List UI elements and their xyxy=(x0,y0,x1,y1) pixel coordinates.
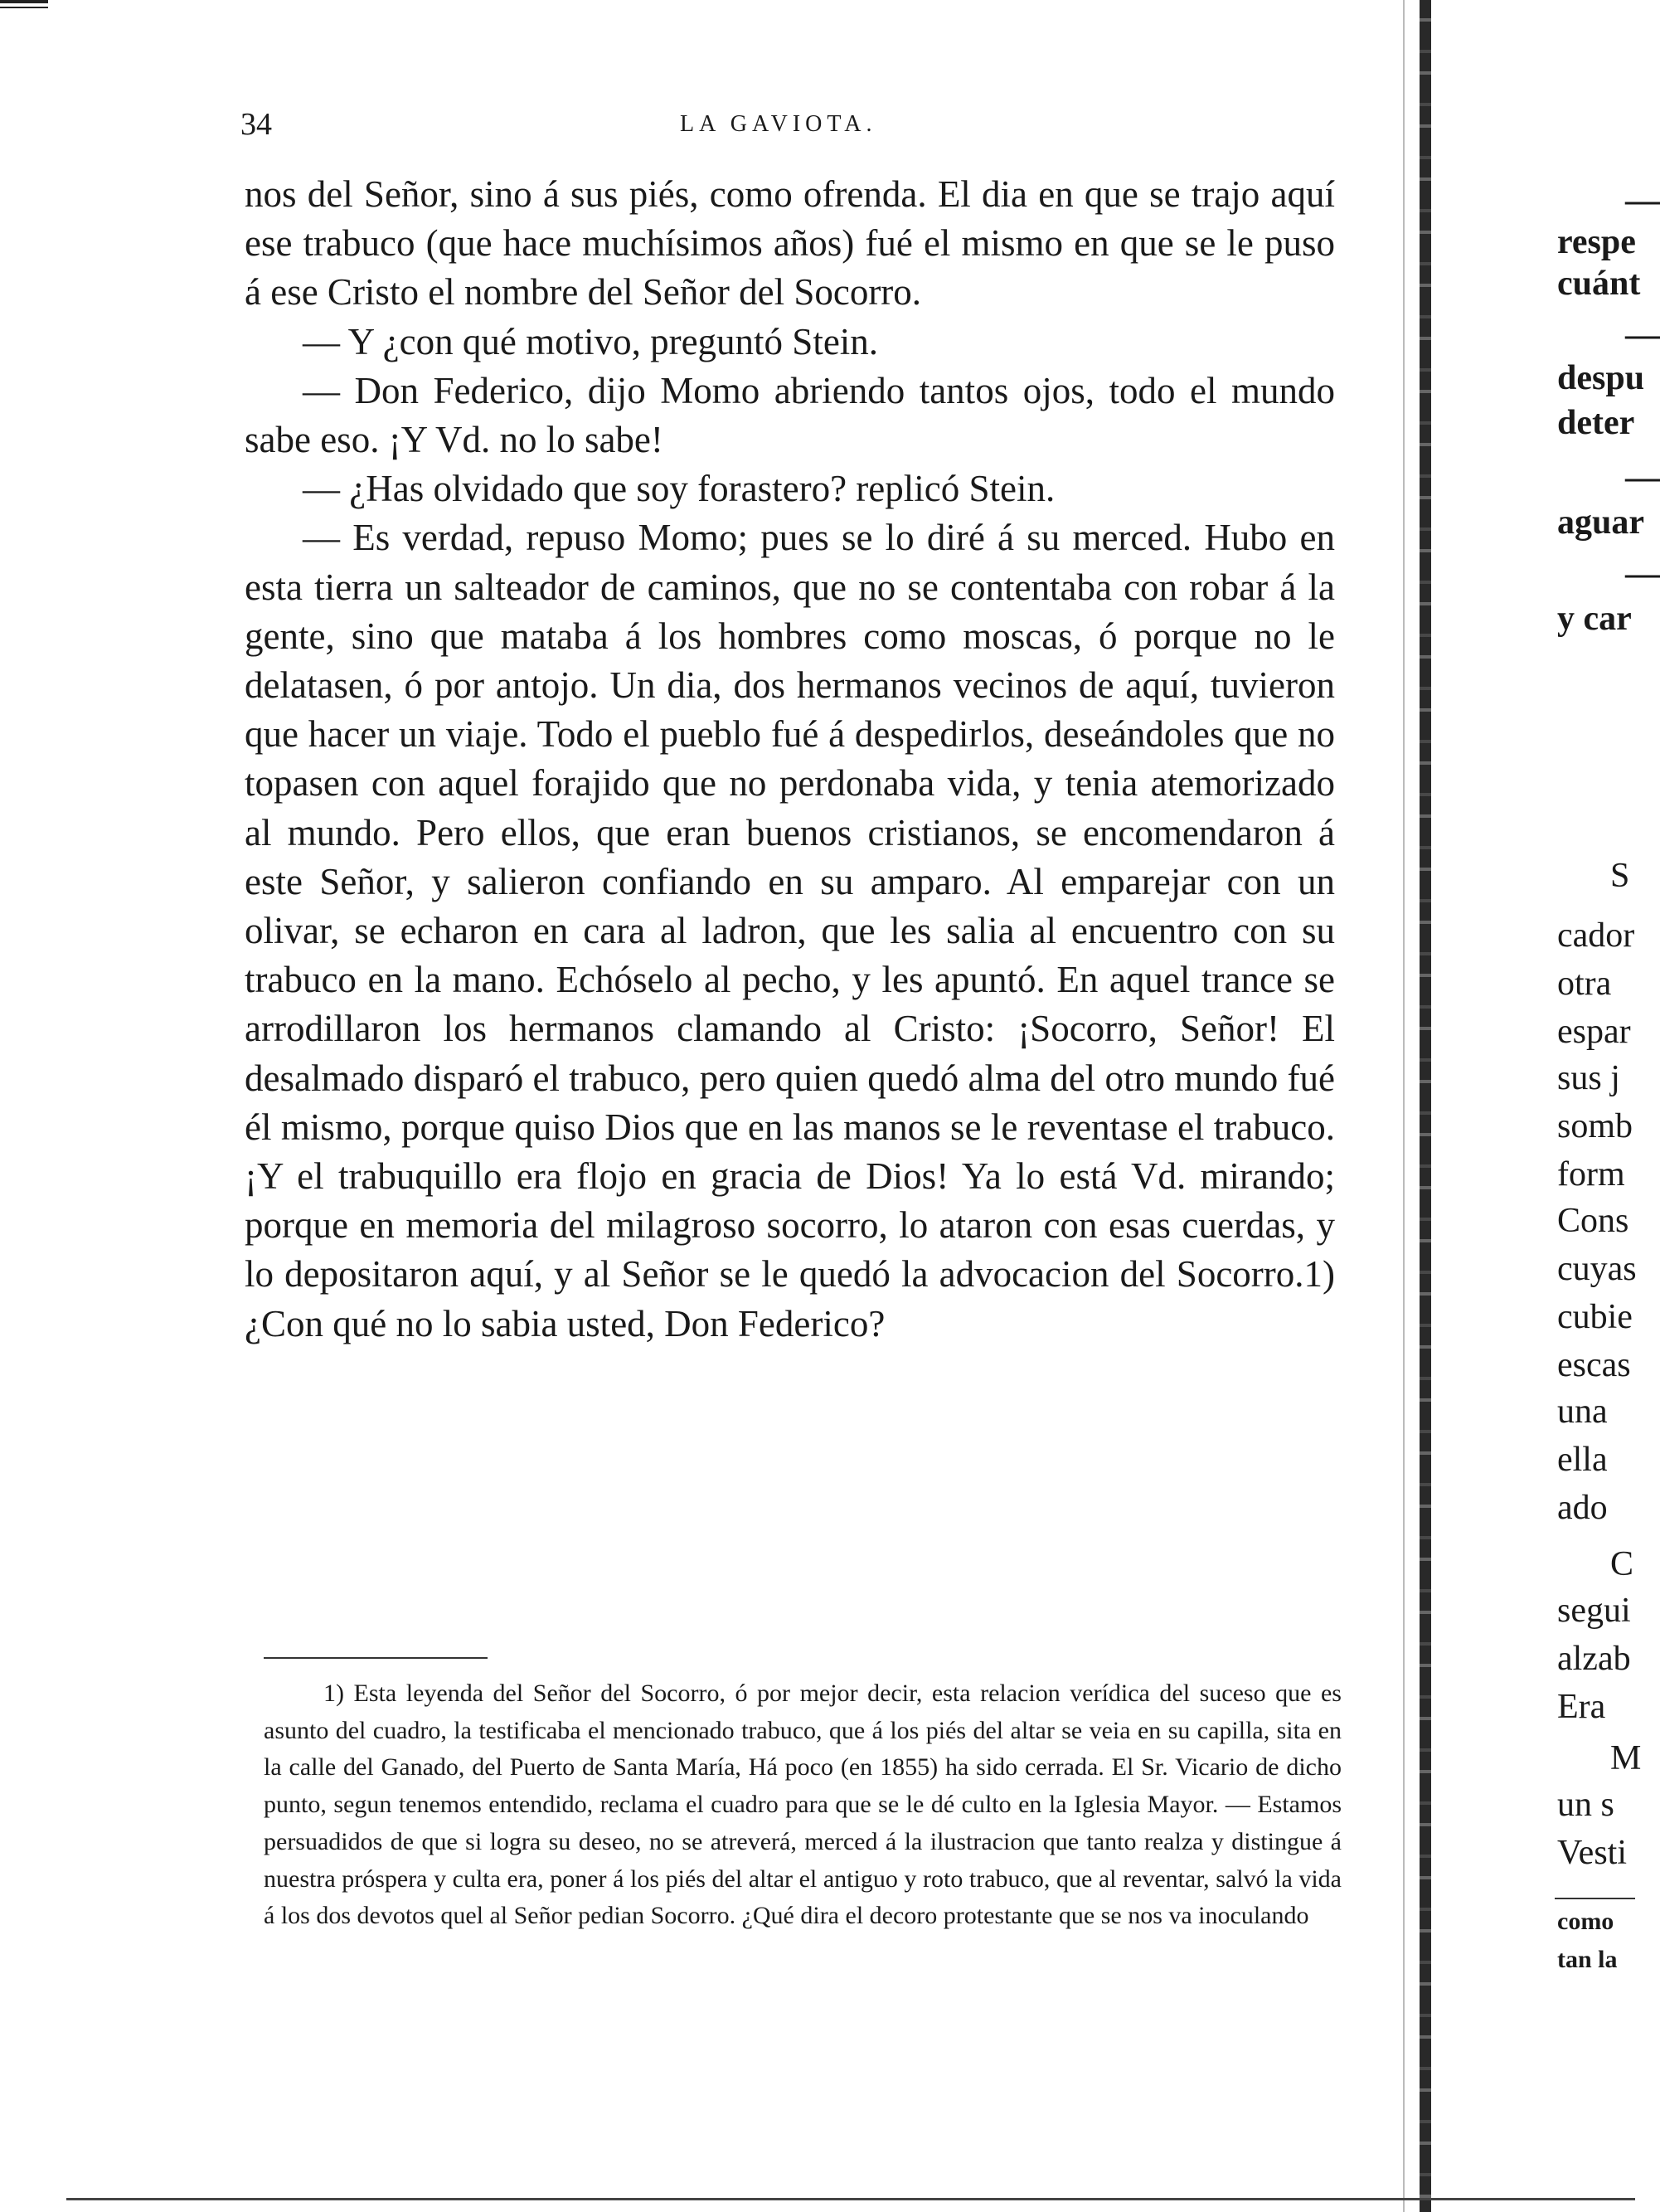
facing-page-line: tan la xyxy=(1557,1946,1618,1973)
facing-page-line: otra xyxy=(1557,965,1612,1003)
facing-page-line: somb xyxy=(1557,1107,1633,1145)
page-number: 34 xyxy=(240,107,272,142)
facing-page-line: M xyxy=(1610,1739,1642,1777)
book-gutter xyxy=(1420,0,1431,2212)
facing-page-line: deter xyxy=(1557,404,1635,442)
paragraph: — Y ¿con qué motivo, preguntó Stein. xyxy=(303,320,879,362)
facing-page-line: despu xyxy=(1557,359,1645,397)
footnote-rule xyxy=(264,1657,488,1659)
facing-page-line: form xyxy=(1557,1155,1625,1194)
paragraph: — Don Federico, dijo Momo abriendo tantos ojos, todo el mundo sabe eso. ¡Y Vd. no lo sabe! xyxy=(245,369,1335,461)
facing-page-line: — xyxy=(1625,555,1660,593)
paragraph: — ¿Has olvidado que soy forastero? replicó Stein. xyxy=(303,468,1056,510)
facing-page-line: Cons xyxy=(1557,1202,1629,1240)
facing-page-line: como xyxy=(1557,1908,1614,1935)
facing-page-line: aguar xyxy=(1557,503,1644,542)
facing-page-line: Era xyxy=(1557,1688,1606,1726)
facing-page-line: cuyas xyxy=(1557,1250,1637,1288)
facing-page-line: respe xyxy=(1557,223,1636,261)
facing-page-line: — xyxy=(1625,459,1660,497)
footnote-text: 1) Esta leyenda del Señor del Socorro, ó por mejor decir, esta relacion verídica del suceso que es asunto del cuadro, la testificaba el mencionado trabuco, que á los piés del altar se veia en su capilla, sita en la calle del Ganado, del Puerto de Santa María, Há poco (en 1855) ha sido cerrada. El Sr. Vicario de dicho punto, segun tenemos entendido, reclama el cuadro para que se le dé culto en la Iglesia Mayor. — Estamos persuadidos de que si logra su deseo, no se atreverá, merced á la ilustracion que tanto realza y distingue á nuestra próspera y culta era, poner á los piés del altar el antiguo y roto trabuco, que al reventar, salvó la vida á los dos devotos quel al Señor pedian Socorro. ¿Qué dira el decoro protestante que se nos va inoculando xyxy=(264,1680,1342,1930)
facing-page-line: ella xyxy=(1557,1441,1608,1479)
paragraph: — Es verdad, repuso Momo; pues se lo diré á su merced. Hubo en esta tierra un salteador de caminos, que no se contentaba con robar á la gente, sino que mataba á los hombres como moscas, ó porque no le delatasen, ó por antojo. Un dia, dos hermanos vecinos de aquí, tuvieron que hacer un viaje. Todo el pueblo fué á despedirlos, deseándoles que no topasen con aquel forajido que no perdonaba vida, y tenia atemorizado al mundo. Pero ellos, que eran buenos cristianos, se encomendaron á este Señor, y salieron confiando en su amparo. Al emparejar con un olivar, se echaron en cara al ladron, que les salia al encuentro con su trabuco en la mano. Echóselo al pecho, y les apuntó. En aquel trance se arrodillaron los hermanos clamando al Cristo: ¡Socorro, Señor! El desalmado disparó el trabuco, pero quien quedó alma del otro mundo fué él mismo, porque quiso Dios que en las manos se le reventase el trabuco. ¡Y el trabuquillo era flojo en gracia de Dios! Ya lo está Vd. mirando; porque en memoria del milagroso socorro, lo ataron con esas cuerdas, y lo depositaron aquí, y al Señor se le quedó la advocacion del Socorro.1) ¿Con qué no lo sabia usted, Don Federico? xyxy=(245,517,1335,1344)
facing-page-line: cuánt xyxy=(1557,265,1641,303)
facing-page-line: una xyxy=(1557,1393,1608,1431)
facing-page-line: segui xyxy=(1557,1592,1631,1630)
facing-page-line: — xyxy=(1625,316,1660,354)
facing-page-line: y car xyxy=(1557,600,1632,638)
facing-page-line: cubie xyxy=(1557,1298,1633,1336)
facing-page-line: Vesti xyxy=(1557,1834,1627,1872)
facing-page-line: un s xyxy=(1557,1786,1614,1824)
gutter-line xyxy=(1403,0,1405,2212)
facing-page-line: sus j xyxy=(1557,1059,1620,1097)
facing-page-line: — xyxy=(1625,182,1660,220)
facing-page-line: alzab xyxy=(1557,1640,1631,1678)
facing-page-line: cador xyxy=(1557,916,1635,955)
footnote xyxy=(264,1675,1342,1935)
facing-page-line: espar xyxy=(1557,1013,1631,1051)
facing-page-line: S xyxy=(1610,857,1630,895)
paragraph: nos del Señor, sino á sus piés, como ofrenda. El dia en que se trajo aquí ese trabuco (que hace muchísimos años) fué el mismo en que se le puso á ese Cristo el nombre del Señor del Socorro. xyxy=(245,173,1335,314)
page-title: LA GAVIOTA. xyxy=(680,111,877,137)
page-bottom-edge xyxy=(66,2198,1635,2200)
body-text xyxy=(245,170,1335,1349)
running-head xyxy=(240,106,1335,148)
facing-footnote-rule xyxy=(1555,1898,1635,1899)
facing-page-line: ado xyxy=(1557,1489,1608,1527)
facing-page-line: escas xyxy=(1557,1346,1631,1384)
facing-page-line: C xyxy=(1610,1545,1634,1583)
